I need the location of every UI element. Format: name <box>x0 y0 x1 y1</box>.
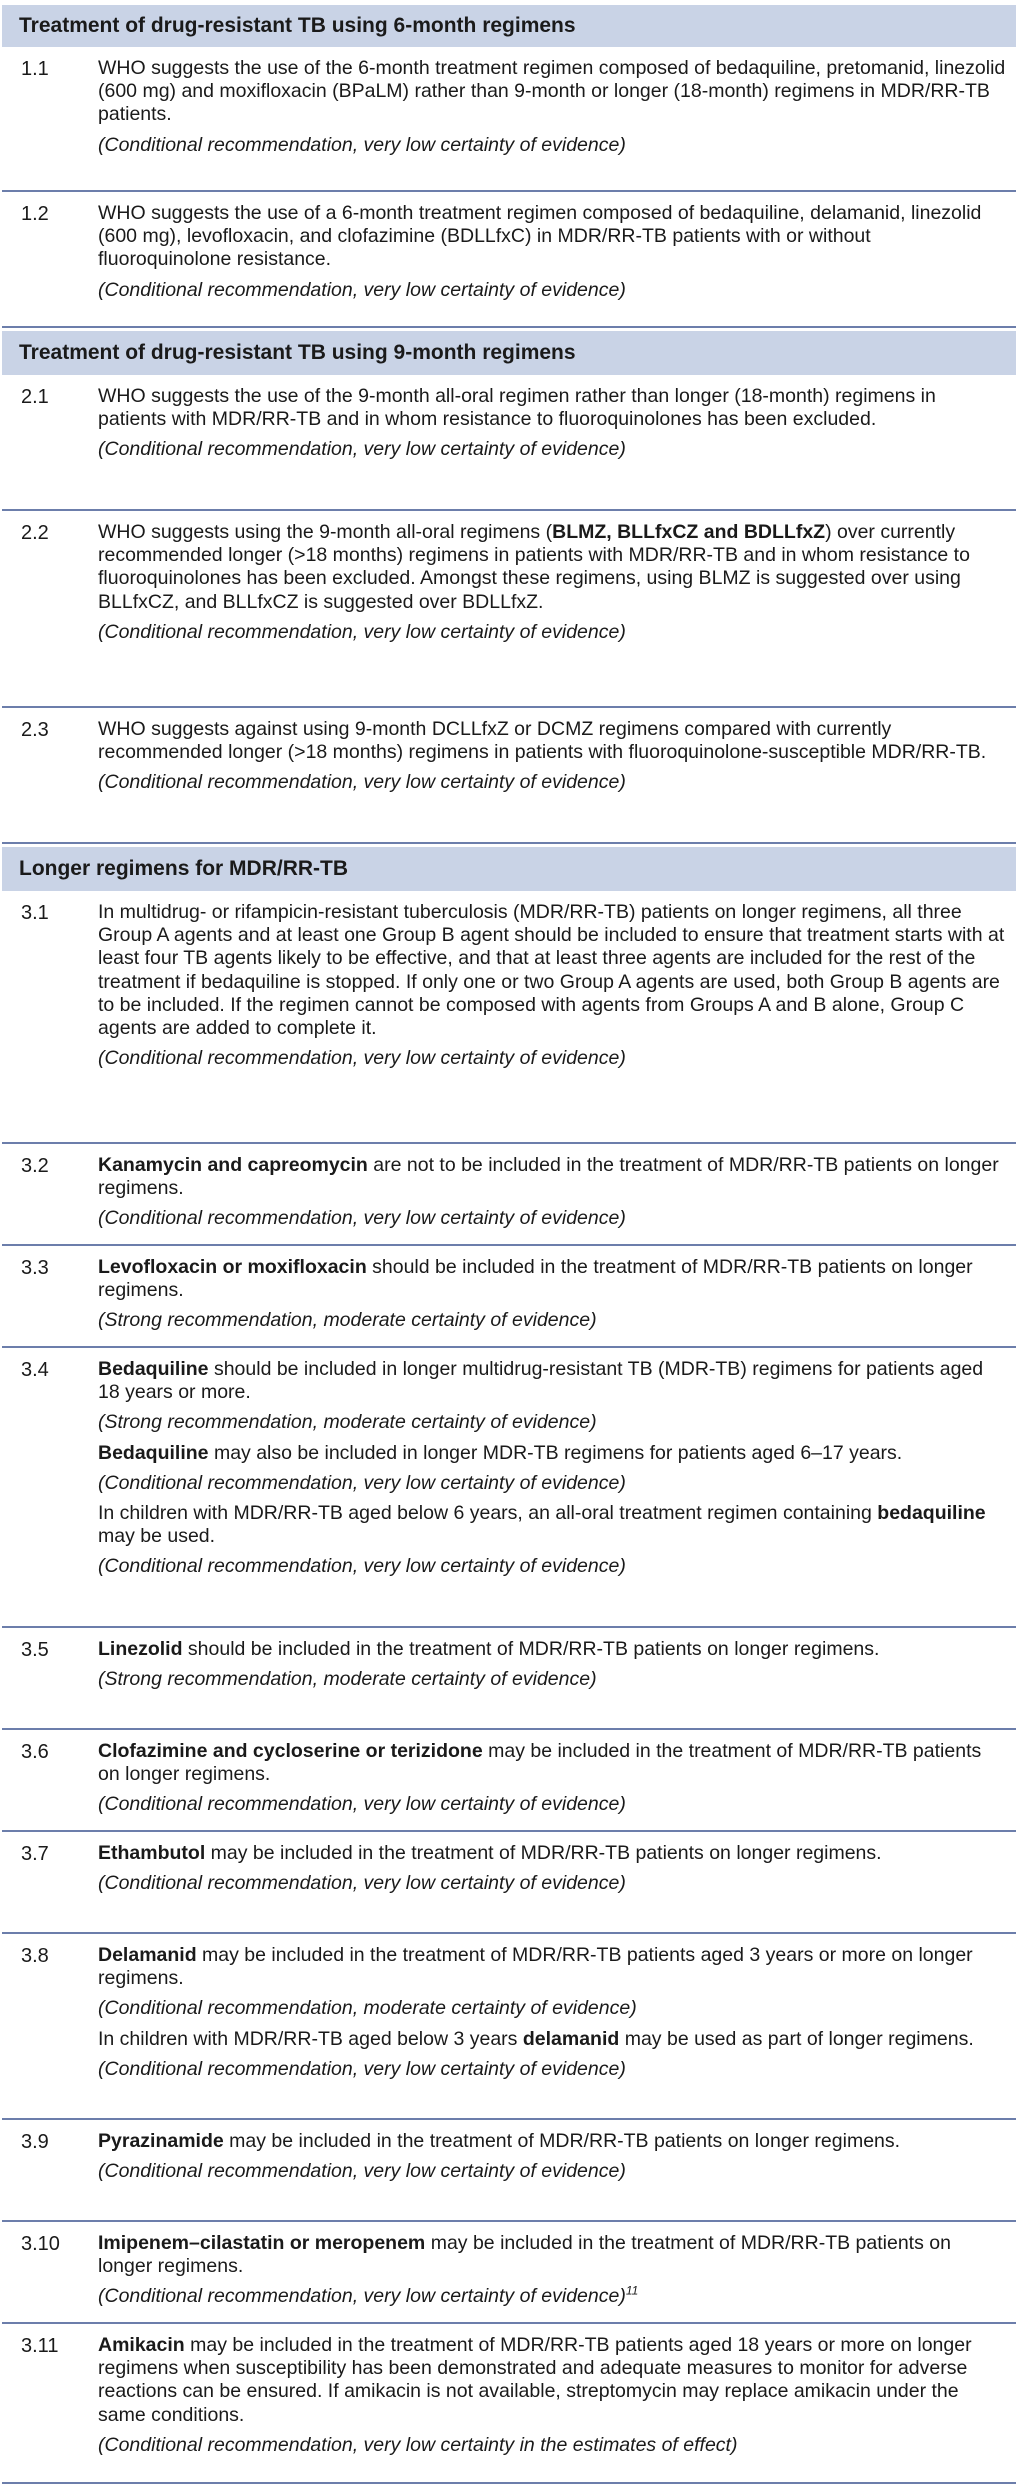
recommendation-paragraph <box>98 1638 1008 1661</box>
text-span: ) over currently recommended longer (>18 months) regimens in patients with MDR/RR-TB and in whom resistance to fluoroquinolones has been excluded. Amongst these regimens, using BLMZ is suggested over using BLLfxCZ, and BLLfxCZ is suggested over BDLLfxZ. <box>98 521 970 613</box>
certainty-statement <box>98 1411 1008 1434</box>
text-span: may be included in the treatment of MDR/RR-TB patients on longer regimens. <box>98 1740 982 1786</box>
text-span: (Conditional recommendation, very low certainty of evidence) <box>98 1793 626 1816</box>
drug-name: Levofloxacin or moxifloxacin <box>98 1256 367 1278</box>
recommendation-paragraph <box>98 1740 1008 1786</box>
certainty-statement <box>98 621 1008 644</box>
recommendation-paragraph <box>98 2028 1008 2051</box>
text-span: (Conditional recommendation, very low certainty of evidence) <box>98 2285 626 2308</box>
text-span: may be included in the treatment of MDR/RR-TB patients aged 3 years or more on longer regimens. <box>98 1944 973 1990</box>
recommendation-text <box>98 1256 1008 1340</box>
text-span: (Strong recommendation, moderate certainty of evidence) <box>98 1411 597 1434</box>
recommendation-number: 1.1 <box>21 58 49 80</box>
recommendation-row <box>2 375 1016 511</box>
text-span: (Conditional recommendation, very low certainty of evidence) <box>98 1207 626 1230</box>
text-span: are not to be included in the treatment of MDR/RR-TB patients on longer regimens. <box>98 1154 999 1200</box>
drug-name: bedaquiline <box>877 1502 986 1525</box>
drug-name: Delamanid <box>98 1944 197 1966</box>
recommendation-number: 3.5 <box>21 1639 49 1661</box>
recommendation-paragraph <box>98 1842 1008 1865</box>
recommendation-number: 3.2 <box>21 1155 49 1177</box>
recommendation-paragraph <box>98 1944 1008 1990</box>
drug-name: Bedaquiline <box>98 1441 209 1464</box>
text-span: (Conditional recommendation, very low certainty of evidence) <box>98 1047 626 1070</box>
text-span: (Conditional recommendation, very low certainty of evidence) <box>98 1872 626 1895</box>
text-span: may also be included in longer MDR-TB regimens for patients aged 6–17 years. <box>208 1441 903 1464</box>
recommendation-text <box>98 385 1008 469</box>
recommendation-number: 3.3 <box>21 1257 49 1279</box>
recommendation-text <box>98 718 1008 802</box>
recommendation-text <box>98 1842 1008 1902</box>
text-span: (Conditional recommendation, very low certainty of evidence) <box>98 278 626 301</box>
certainty-statement <box>98 2058 1008 2081</box>
recommendation-number: 3.4 <box>21 1359 49 1381</box>
certainty-statement <box>98 279 1008 302</box>
text-span: (Strong recommendation, moderate certainty of evidence) <box>98 1309 597 1332</box>
text-span: In children with MDR/RR-TB aged below 6 years, an all-oral treatment regimen containing <box>98 1502 878 1525</box>
recommendation-text <box>98 2232 1008 2316</box>
recommendation-row <box>2 47 1016 192</box>
drug-name: Imipenem–cilastatin or meropenem <box>98 2232 426 2254</box>
recommendation-row <box>2 891 1016 1144</box>
recommendation-number: 2.2 <box>21 522 49 544</box>
recommendation-row <box>2 1144 1016 1246</box>
text-span: (Conditional recommendation, very low certainty of evidence) <box>98 1555 626 1578</box>
recommendation-text <box>98 202 1008 309</box>
certainty-statement <box>98 2160 1008 2183</box>
text-span: should be included in the treatment of MDR/RR-TB patients on longer regimens. <box>98 1256 973 1302</box>
drug-name: Ethambutol <box>98 1842 206 1864</box>
text-span: may be included in the treatment of MDR/RR-TB patients aged 18 years or more on longer regimens when susceptibility has been demonstrated and adequate measures to monitor for adverse reactions can be ensured. If amikacin is not available, streptomycin may replace amikacin under the same conditions. <box>98 2334 972 2426</box>
recommendation-paragraph <box>98 1358 1008 1404</box>
text-span: WHO suggests the use of a 6-month treatment regimen composed of bedaquiline, delamanid, linezolid (600 mg), levofloxacin, and clofazimine (BDLLfxC) in MDR/RR-TB patients with or without fluoroquinolone resistance. <box>98 202 982 271</box>
text-span: In children with MDR/RR-TB aged below 3 years <box>98 2027 523 2050</box>
section-header: Treatment of drug-resistant TB using 9-month regimens <box>2 331 1016 375</box>
recommendation-row <box>2 192 1016 328</box>
text-span: WHO suggests the use of the 9-month all-oral regimen rather than longer (18-month) regimens in patients with MDR/RR-TB and in whom resistance to fluoroquinolones has been excluded. <box>98 385 936 431</box>
recommendation-text <box>98 2130 1008 2190</box>
text-span: WHO suggests the use of the 6-month treatment regimen composed of bedaquiline, pretomanid, linezolid (600 mg) and moxifloxacin (BPaLM) rather than 9-month or longer (18-month) regimens in MDR/RR-TB patients. <box>98 57 1006 126</box>
certainty-statement <box>98 134 1008 157</box>
text-span: may be used. <box>98 1525 216 1548</box>
text-span: (Conditional recommendation, very low certainty of evidence) <box>98 438 626 461</box>
text-span: (Conditional recommendation, very low certainty of evidence) <box>98 2057 626 2080</box>
recommendation-number: 3.6 <box>21 1741 49 1763</box>
certainty-statement <box>98 1047 1008 1070</box>
recommendation-text <box>98 2334 1008 2464</box>
recommendation-number: 3.8 <box>21 1945 49 1967</box>
drug-name: delamanid <box>522 2027 620 2050</box>
recommendation-row <box>2 2120 1016 2222</box>
text-span: (Conditional recommendation, very low certainty of evidence) <box>98 2160 626 2183</box>
recommendation-row <box>2 1348 1016 1628</box>
recommendation-paragraph <box>98 1502 1008 1548</box>
recommendation-number: 2.1 <box>21 386 49 408</box>
text-span: (Conditional recommendation, very low certainty of evidence) <box>98 1471 626 1494</box>
text-span: In multidrug- or rifampicin-resistant tuberculosis (MDR/RR-TB) patients on longer regimens, all three Group A agents and at least one Group B agent should be included to ensure that treatment starts with at least four TB agents likely to be effective, and that at least three agents are included for the rest of the treatment if bedaquiline is stopped. If only one or two Group A agents are used, both Group B agents are to be included. If the regimen cannot be composed with agents from Groups A and B alone, Group C agents are added to complete it. <box>98 901 1005 1040</box>
certainty-statement <box>98 1207 1008 1230</box>
drug-name: BLMZ, BLLfxCZ and BDLLfxZ <box>552 521 826 543</box>
recommendation-row <box>2 511 1016 708</box>
recommendation-text <box>98 1638 1008 1698</box>
recommendation-paragraph <box>98 1154 1008 1200</box>
recommendation-row <box>2 1934 1016 2120</box>
recommendation-number: 1.2 <box>21 203 49 225</box>
text-span: may be used as part of longer regimens. <box>619 2027 974 2050</box>
recommendation-text <box>98 1944 1008 2088</box>
certainty-statement <box>98 1872 1008 1895</box>
recommendation-row <box>2 1246 1016 1348</box>
recommendation-paragraph <box>98 521 1008 614</box>
footnote-ref: 11 <box>625 2283 639 2298</box>
certainty-statement <box>98 1472 1008 1495</box>
recommendation-row <box>2 1730 1016 1832</box>
text-span: (Conditional recommendation, very low certainty of evidence) <box>98 133 626 156</box>
drug-name: Linezolid <box>98 1638 183 1660</box>
drug-name: Clofazimine and cycloserine or terizidone <box>98 1740 483 1762</box>
recommendation-paragraph <box>98 1442 1008 1465</box>
recommendation-paragraph <box>98 901 1008 1040</box>
certainty-statement <box>98 1668 1008 1691</box>
recommendation-paragraph <box>98 202 1008 272</box>
text-span: (Conditional recommendation, moderate certainty of evidence) <box>98 1997 637 2020</box>
text-span: may be included in the treatment of MDR/RR-TB patients on longer regimens. <box>223 2130 901 2152</box>
text-span: may be included in the treatment of MDR/RR-TB patients on longer regimens. <box>205 1842 882 1864</box>
recommendation-number: 3.7 <box>21 1843 49 1865</box>
certainty-statement <box>98 438 1008 461</box>
recommendation-number: 3.10 <box>21 2233 60 2255</box>
recommendation-paragraph <box>98 385 1008 431</box>
recommendation-paragraph <box>98 2232 1008 2278</box>
recommendation-paragraph <box>98 718 1008 764</box>
text-span: should be included in the treatment of MDR/RR-TB patients on longer regimens. <box>182 1638 880 1660</box>
drug-name: Amikacin <box>98 2334 185 2356</box>
recommendation-text <box>98 521 1008 651</box>
text-span: (Conditional recommendation, very low certainty of evidence) <box>98 771 626 794</box>
section-header: Treatment of drug-resistant TB using 6-month regimens <box>2 5 1016 47</box>
recommendation-number: 3.9 <box>21 2131 49 2153</box>
text-span: should be included in longer multidrug-resistant TB (MDR-TB) regimens for patients aged 18 years or more. <box>98 1358 984 1404</box>
recommendation-paragraph <box>98 1256 1008 1302</box>
text-span: (Conditional recommendation, very low certainty in the estimates of effect) <box>98 2433 738 2456</box>
recommendation-row <box>2 2324 1016 2484</box>
recommendation-row <box>2 1832 1016 1934</box>
text-span: WHO suggests against using 9-month DCLLfxZ or DCMZ regimens compared with currently recommended longer (>18 months) regimens in patients with fluoroquinolone-susceptible MDR/RR-TB. <box>98 718 987 764</box>
certainty-statement <box>98 1793 1008 1816</box>
text-span: (Conditional recommendation, very low certainty of evidence) <box>98 620 626 643</box>
drug-name: Pyrazinamide <box>98 2130 224 2152</box>
recommendation-text <box>98 901 1008 1077</box>
recommendation-paragraph <box>98 57 1008 127</box>
recommendation-text <box>98 1740 1008 1824</box>
recommendation-paragraph <box>98 2130 1008 2153</box>
recommendation-row <box>2 2222 1016 2324</box>
recommendation-text <box>98 1358 1008 1586</box>
recommendation-number: 3.11 <box>21 2335 59 2357</box>
recommendation-row <box>2 708 1016 844</box>
recommendation-text <box>98 57 1008 164</box>
certainty-statement <box>98 1555 1008 1578</box>
certainty-statement <box>98 1997 1008 2020</box>
drug-name: Kanamycin and capreomycin <box>98 1154 368 1176</box>
certainty-statement <box>98 2285 1008 2308</box>
section-header: Longer regimens for MDR/RR-TB <box>2 847 1016 891</box>
certainty-statement <box>98 1309 1008 1332</box>
text-span: may be included in the treatment of MDR/RR-TB patients on longer regimens. <box>98 2232 951 2278</box>
certainty-statement <box>98 771 1008 794</box>
text-span: WHO suggests using the 9-month all-oral regimens ( <box>98 521 553 543</box>
recommendation-paragraph <box>98 2334 1008 2427</box>
recommendation-row <box>2 1628 1016 1730</box>
recommendation-number: 2.3 <box>21 719 49 741</box>
recommendation-text <box>98 1154 1008 1238</box>
certainty-statement <box>98 2434 1008 2457</box>
text-span: (Strong recommendation, moderate certainty of evidence) <box>98 1668 597 1691</box>
drug-name: Bedaquiline <box>98 1358 209 1380</box>
recommendation-number: 3.1 <box>21 902 49 924</box>
